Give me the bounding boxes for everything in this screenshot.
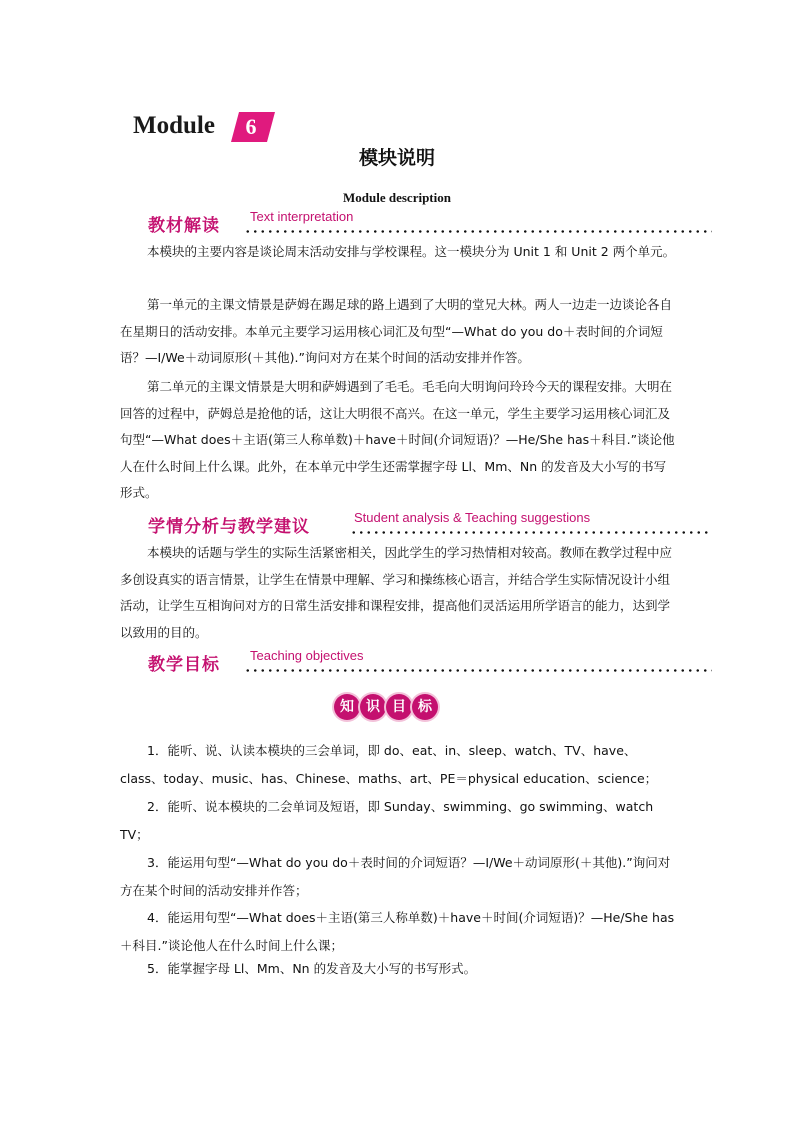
student-analysis-p1: 本模块的话题与学生的实际生活紧密相关，因此学生的学习热情相对较高。教师在教学过程中应多创设真实的语言情景，让学生在情景中理解、学习和操练核心语言，并结合学生实际情况设计小组活动，让学生互相询问对方的日常生活安排和课程安排，提高他们灵活运用所学语言的能力，达到学以致用的目的。: [120, 545, 673, 640]
text-interpretation-p1: 本模块的主要内容是谈论周末活动安排与学校课程。这一模块分为 Unit 1 和 Unit 2 两个单元。: [147, 244, 676, 259]
page-title: 模块说明: [358, 147, 435, 169]
section-heading-cn: 教学目标: [148, 655, 220, 675]
section-heading-en: Teaching objectives: [250, 648, 364, 663]
module-word: Module: [133, 112, 215, 139]
objective-item: 1．能听、说、认读本模块的三会单词，即 do、eat、in、sleep、watch、TV、have、class、today、music、has、Chinese、maths、art、PE＝physical education、science；: [120, 743, 658, 786]
text-interpretation-p2: 第一单元的主课文情景是萨姆在踢足球的路上遇到了大明的堂兄大林。两人一边走一边谈论各自在星期日的活动安排。本单元主要学习运用核心词汇及句型“—What do you do＋表时间的介词短语？—I/We＋动词原形(＋其他).”询问对方在某个时间的活动安排并作答。: [120, 297, 673, 365]
badge-char: 目: [386, 694, 412, 720]
section-heading-en: Student analysis & Teaching suggestions: [354, 510, 591, 525]
page-subtitle: Module description: [343, 190, 451, 205]
objective-item: 2．能听、说本模块的二会单词及短语，即 Sunday、swimming、go swimming、watch TV；: [120, 799, 654, 842]
section-heading-cn: 教材解读: [148, 216, 220, 236]
section-heading-teaching-objectives: [148, 650, 712, 674]
section-heading-student-analysis: [148, 512, 712, 536]
dotted-rule: [350, 531, 712, 534]
knowledge-objectives-badge: [334, 694, 438, 724]
section-heading-text-interpretation: [148, 211, 712, 235]
objective-item: 3．能运用句型“—What do you do＋表时间的介词短语？—I/We＋动词原形(＋其他).”询问对方在某个时间的活动安排并作答；: [120, 855, 671, 898]
module-number: 6: [245, 114, 257, 139]
badge-char: 识: [360, 694, 386, 720]
section-heading-en: Text interpretation: [250, 209, 354, 224]
badge-char: 标: [412, 694, 438, 720]
objective-item: 5．能掌握字母 Ll、Mm、Nn 的发音及大小写的书写形式。: [147, 961, 477, 976]
dotted-rule: [244, 230, 712, 233]
badge-char: 知: [334, 694, 360, 720]
module-number-badge: [231, 112, 275, 142]
section-heading-cn: 学情分析与教学建议: [148, 517, 310, 537]
dotted-rule: [244, 669, 712, 672]
text-interpretation-p3: 第二单元的主课文情景是大明和萨姆遇到了毛毛。毛毛向大明询问玲玲今天的课程安排。大明在回答的过程中，萨姆总是抢他的话，这让大明很不高兴。在这一单元，学生主要学习运用核心词汇及句型“—What does＋主语(第三人称单数)＋have＋时间(介词短语)？—He/She has＋科目.”谈论他人在什么时间上什么课。此外，在本单元中学生还需掌握字母 Ll、Mm、Nn 的发音及大小写的书写形式。: [120, 379, 675, 500]
objective-item: 4．能运用句型“—What does＋主语(第三人称单数)＋have＋时间(介词短语)？—He/She has＋科目.”谈论他人在什么时间上什么课；: [120, 910, 675, 953]
